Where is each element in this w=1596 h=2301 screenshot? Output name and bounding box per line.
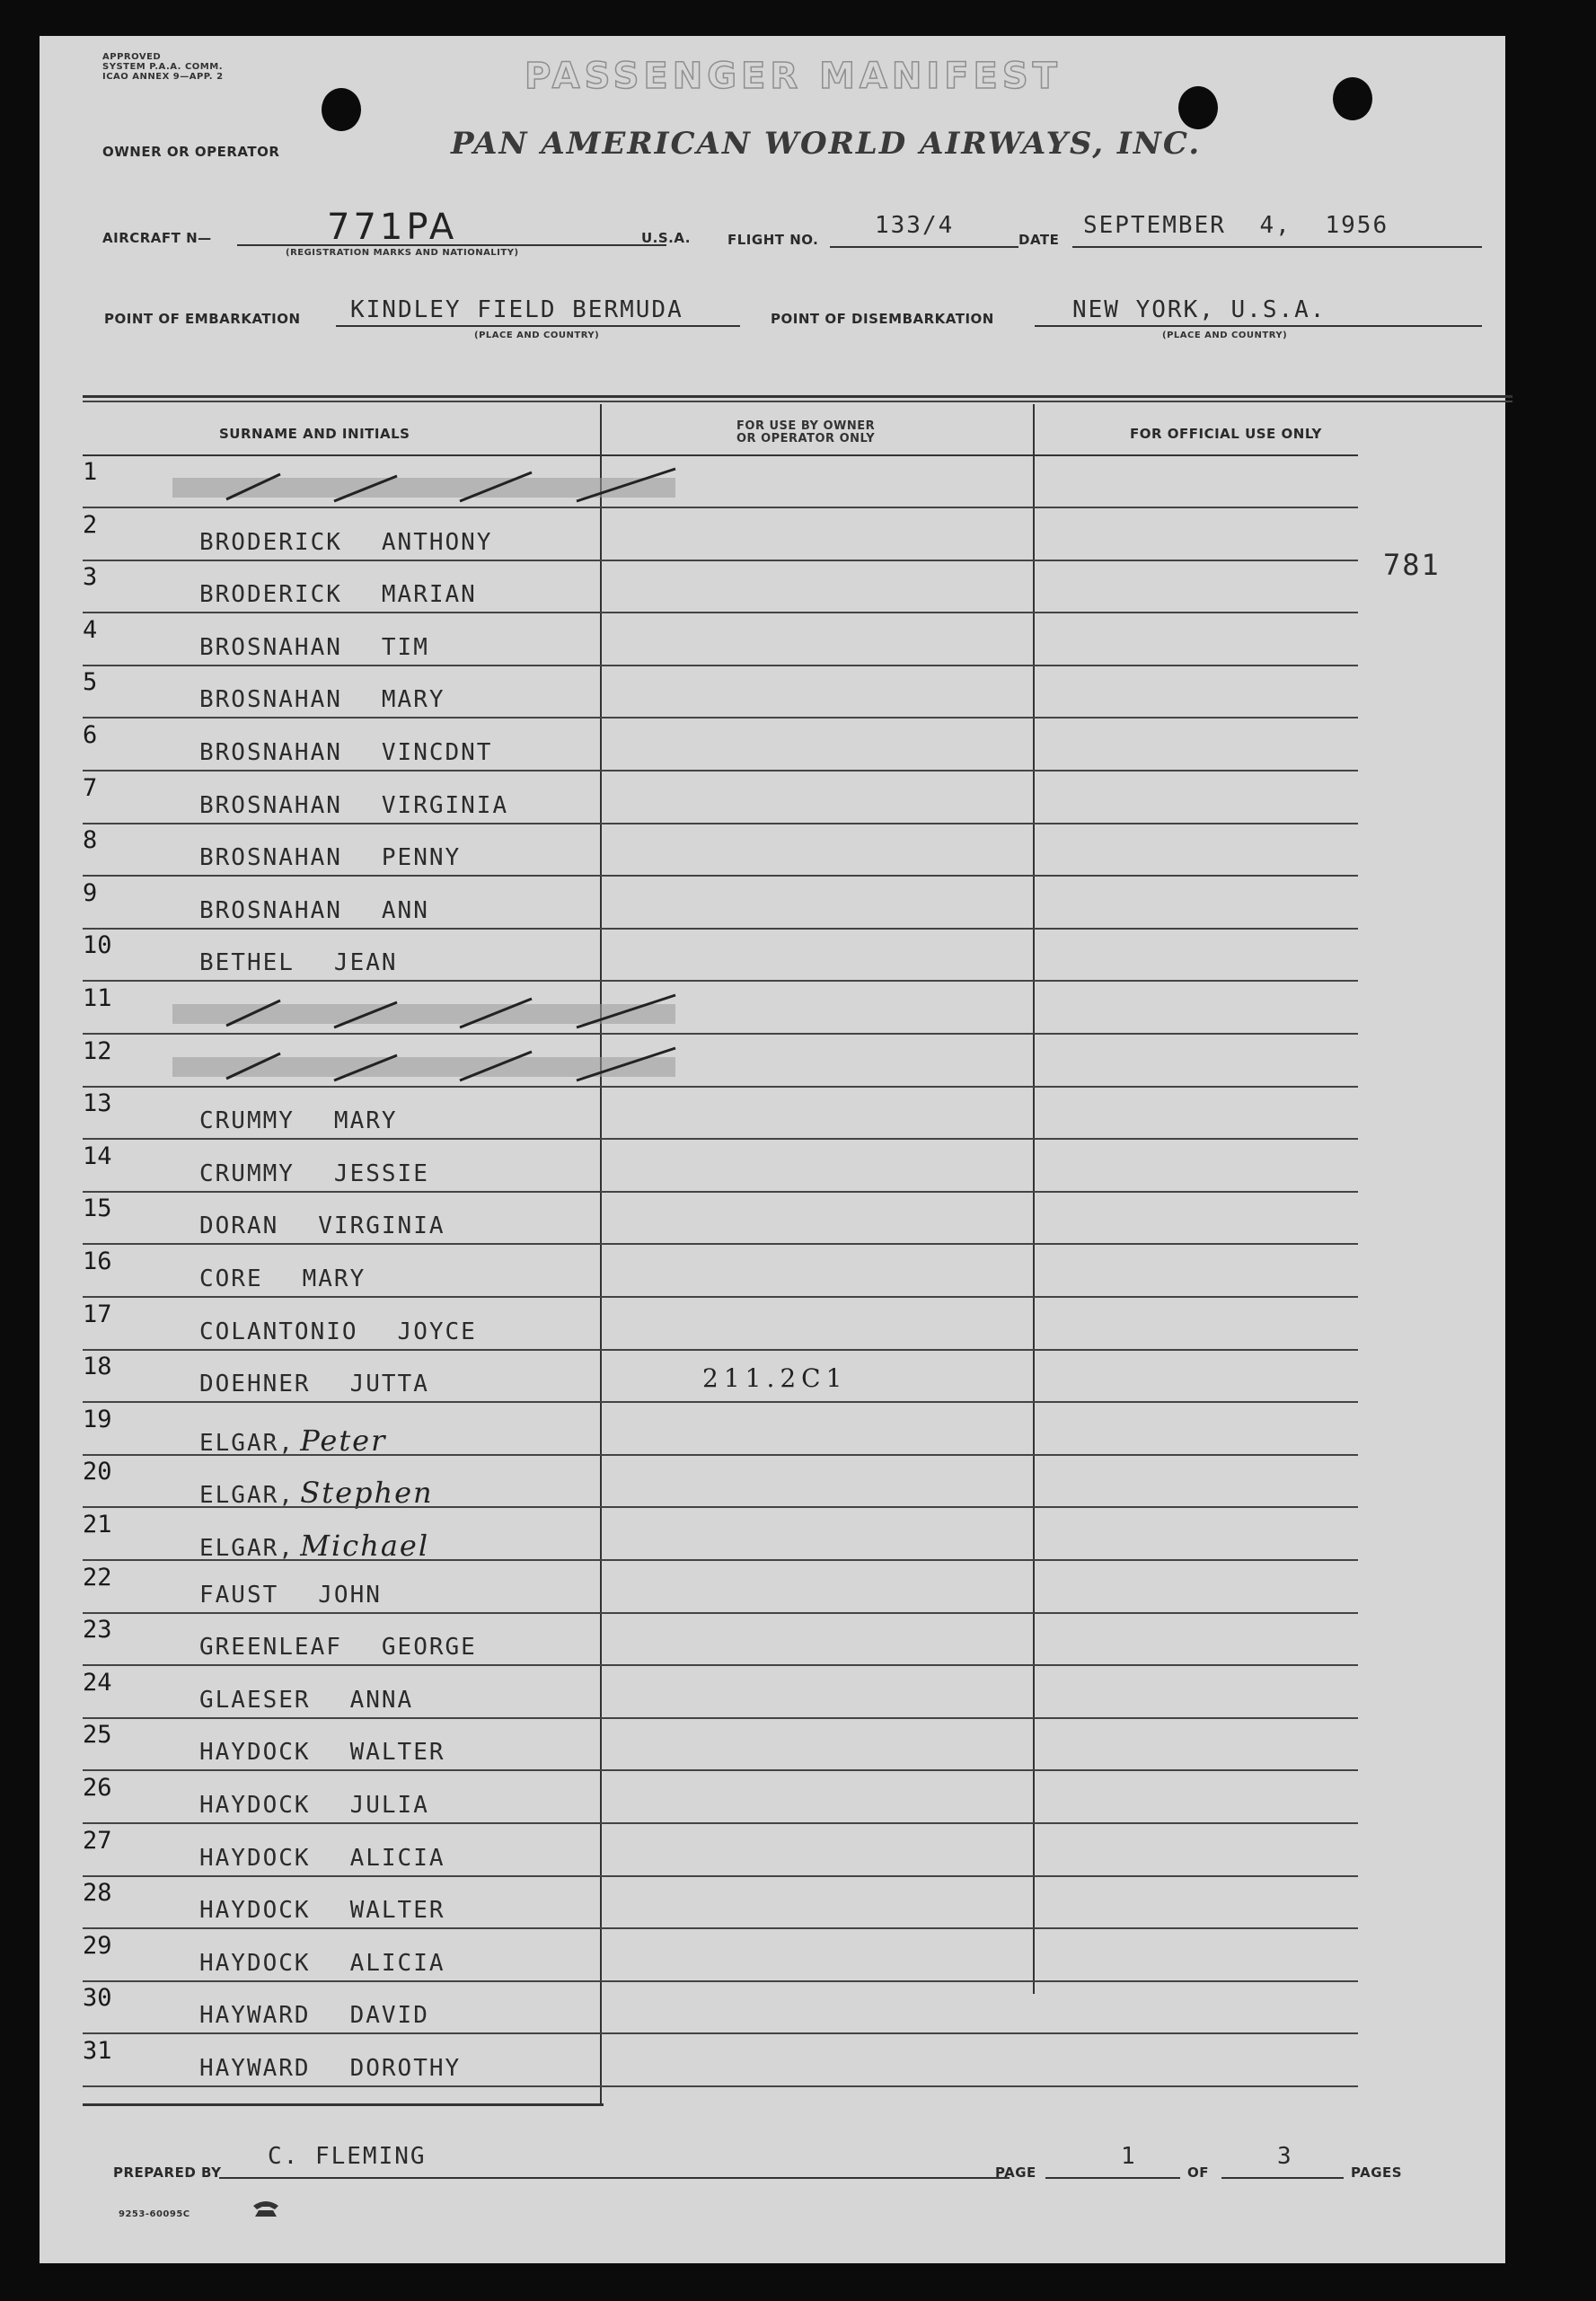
passenger-surname: DORAN (199, 1212, 279, 1240)
col-owner-header (736, 420, 875, 445)
redacted-entry (172, 467, 684, 503)
passenger-name: ELGAR, Peter (199, 1423, 387, 1458)
phone-icon (250, 2199, 282, 2218)
passenger-surname: CORE (199, 1265, 263, 1292)
row-number: 9 (83, 878, 98, 907)
passenger-given-name: DAVID (349, 2002, 429, 2030)
passenger-given-name: ANTHONY (381, 528, 493, 556)
row-number: 25 (83, 1721, 112, 1750)
passenger-given-name: MARY (302, 1265, 366, 1292)
passenger-name (199, 897, 429, 924)
owner-use-note: 211.2C1 (702, 1363, 848, 1394)
passenger-given-name: MARY (333, 1107, 398, 1135)
passenger-name: ELGAR, Stephen (199, 1476, 434, 1511)
passenger-surname: HAYDOCK (199, 1949, 311, 1977)
passenger-given-name: MARY (381, 686, 445, 714)
passenger-name (199, 1212, 445, 1239)
passenger-surname: GLAESER (199, 1686, 311, 1714)
table-row (83, 1562, 1358, 1614)
col-owner-header-line2: OR OPERATOR ONLY (736, 432, 876, 445)
table-row (83, 1299, 1358, 1351)
passenger-surname: HAYDOCK (199, 1792, 311, 1819)
row-number: 28 (83, 1879, 112, 1908)
passenger-given-name: GEORGE (381, 1634, 477, 1662)
passenger-given-name: JOYCE (397, 1318, 477, 1345)
table-row (83, 666, 1358, 719)
table-row (83, 1614, 1358, 1666)
owner-label: OWNER OR OPERATOR (102, 144, 280, 160)
passenger-surname: BRODERICK (199, 528, 342, 556)
passenger-given-name: JESSIE (333, 1159, 429, 1187)
row-number: 8 (83, 826, 98, 855)
row-number: 5 (83, 668, 98, 697)
passenger-surname: BETHEL (199, 949, 295, 977)
passenger-surname: GREENLEAF (199, 1634, 342, 1662)
passenger-given-name: Michael (300, 1529, 430, 1563)
prepared-value: C. FLEMING (268, 2143, 427, 2170)
passenger-given-name: JUTTA (349, 1371, 429, 1398)
side-number: 781 (1383, 548, 1441, 582)
row-number: 21 (83, 1511, 112, 1538)
passenger-given-name: JULIA (349, 1792, 429, 1819)
of-value: 3 (1277, 2143, 1293, 2170)
passenger-surname: CRUMMY (199, 1107, 295, 1135)
table-row (83, 1351, 1358, 1403)
passenger-surname: HAYDOCK (199, 1739, 311, 1767)
col-official-header: FOR OFFICIAL USE ONLY (1130, 426, 1322, 442)
passenger-name (199, 634, 429, 661)
table-row (83, 1404, 1358, 1456)
aircraft-label: AIRCRAFT N— (102, 230, 212, 246)
passenger-given-name: Peter (300, 1423, 387, 1458)
table-row (83, 1088, 1358, 1140)
passenger-surname: BRODERICK (199, 581, 342, 609)
row-number: 29 (83, 1931, 112, 1960)
passenger-given-name: ALICIA (349, 1949, 445, 1977)
passenger-given-name: ANNA (349, 1686, 414, 1714)
passenger-name (199, 1950, 445, 1977)
row-number: 23 (83, 1616, 112, 1644)
row-number: 13 (83, 1089, 112, 1118)
form-title: PASSENGER MANIFEST (525, 56, 1062, 97)
table-row (83, 877, 1358, 930)
passenger-name (199, 1897, 445, 1924)
passenger-given-name: TIM (381, 633, 429, 661)
registration-caption: (REGISTRATION MARKS AND NATIONALITY) (286, 248, 519, 258)
table-row (83, 456, 1358, 508)
row-number: 11 (83, 984, 112, 1012)
row-number: 14 (83, 1142, 112, 1170)
row-number: 15 (83, 1195, 112, 1223)
row-number: 2 (83, 510, 98, 539)
page-label: PAGE (995, 2164, 1036, 2181)
passenger-given-name: ALICIA (349, 1844, 445, 1872)
row-number: 22 (83, 1563, 112, 1591)
manifest-sheet (40, 36, 1505, 2263)
passenger-surname: CRUMMY (199, 1159, 295, 1187)
table-row (83, 1719, 1358, 1771)
table-row (83, 1036, 1358, 1088)
table-row (83, 772, 1358, 824)
table-row (83, 1193, 1358, 1245)
passenger-given-name: ANN (381, 896, 429, 924)
row-number: 18 (83, 1353, 112, 1381)
passenger-name (199, 1634, 477, 1661)
passenger-given-name: JOHN (318, 1581, 382, 1609)
passenger-name (199, 686, 445, 713)
punch-hole-middle (1178, 86, 1218, 129)
passenger-surname: BROSNAHAN (199, 739, 342, 766)
aircraft-value: 771PA (327, 207, 458, 248)
row-number: 27 (83, 1826, 112, 1855)
disembark-label: POINT OF DISEMBARKATION (771, 311, 994, 327)
passenger-given-name: MARIAN (381, 581, 477, 609)
passenger-surname: BROSNAHAN (199, 791, 342, 819)
redacted-entry (172, 1046, 684, 1082)
passenger-surname: BROSNAHAN (199, 633, 342, 661)
prepared-label: PREPARED BY (113, 2164, 222, 2181)
embark-value: KINDLEY FIELD BERMUDA (350, 296, 683, 323)
passenger-surname: HAYDOCK (199, 1897, 311, 1925)
passenger-name (199, 1582, 382, 1609)
passenger-surname: FAUST (199, 1581, 279, 1609)
table-row (83, 1825, 1358, 1877)
punch-hole-right (1333, 77, 1372, 120)
table-row (83, 1141, 1358, 1193)
passenger-name (199, 1687, 413, 1714)
flight-value: 133/4 (875, 212, 955, 239)
passenger-name: ELGAR, Michael (199, 1529, 430, 1563)
passenger-surname: ELGAR (199, 1482, 279, 1510)
redacted-entry (172, 993, 684, 1029)
disembark-value: NEW YORK, U.S.A. (1072, 296, 1327, 323)
passenger-given-name: VINCDNT (381, 739, 493, 766)
row-number: 4 (83, 615, 98, 644)
form-code: 9253-60095C (119, 2209, 190, 2219)
punch-hole-left (322, 88, 361, 131)
flight-label: FLIGHT NO. (727, 232, 819, 248)
passenger-name (199, 949, 398, 976)
passenger-surname: HAYWARD (199, 2002, 311, 2030)
table-row (83, 509, 1358, 561)
passenger-surname: ELGAR (199, 1429, 279, 1457)
table-row (83, 1456, 1358, 1511)
row-number: 10 (83, 931, 112, 960)
passenger-name (199, 1792, 429, 1819)
passenger-given-name: Stephen (300, 1476, 434, 1511)
table-row (83, 1667, 1358, 1719)
approval-line-3: ICAO ANNEX 9—APP. 2 (102, 72, 224, 82)
row-number: 16 (83, 1247, 112, 1275)
passenger-given-name: PENNY (381, 844, 462, 872)
row-number: 17 (83, 1300, 112, 1328)
date-value: SEPTEMBER 4, 1956 (1083, 212, 1389, 239)
table-row (83, 1509, 1358, 1561)
passenger-name (199, 792, 508, 819)
embark-caption: (PLACE AND COUNTRY) (474, 331, 600, 340)
passenger-given-name: WALTER (349, 1739, 445, 1767)
table-row (83, 983, 1358, 1035)
row-number: 26 (83, 1774, 112, 1802)
table-row (83, 561, 1358, 613)
row-number: 6 (83, 721, 98, 749)
row-number: 7 (83, 773, 98, 802)
passenger-surname: BROSNAHAN (199, 844, 342, 872)
passenger-surname: BROSNAHAN (199, 686, 342, 714)
row-number: 24 (83, 1668, 112, 1697)
table-row (83, 719, 1358, 771)
col-owner-header-line1: FOR USE BY OWNER (736, 419, 876, 433)
passenger-name (199, 1845, 445, 1872)
row-number: 1 (83, 458, 98, 486)
disembark-caption: (PLACE AND COUNTRY) (1162, 331, 1288, 340)
table-row (83, 930, 1358, 982)
passenger-name (199, 1107, 398, 1134)
table-row (83, 2035, 1358, 2087)
passenger-name (199, 529, 492, 556)
table-row (83, 1982, 1358, 2034)
passenger-surname: DOEHNER (199, 1371, 311, 1398)
passenger-name (199, 581, 477, 608)
passenger-name (199, 1265, 366, 1292)
row-number: 3 (83, 563, 98, 592)
row-number: 30 (83, 1984, 112, 2013)
date-label: DATE (1018, 232, 1060, 248)
pages-label: PAGES (1351, 2164, 1403, 2181)
passenger-surname: ELGAR (199, 1535, 279, 1562)
passenger-given-name: JEAN (333, 949, 398, 977)
passenger-name (199, 1371, 429, 1397)
row-number: 20 (83, 1458, 112, 1486)
passenger-name (199, 2002, 429, 2029)
of-label: OF (1187, 2164, 1209, 2181)
table-row (83, 1772, 1358, 1824)
row-number: 19 (83, 1405, 112, 1433)
table-row (83, 1930, 1358, 1982)
table-row (83, 1877, 1358, 1929)
table-row (83, 614, 1358, 666)
approval-line-1: APPROVED (102, 52, 162, 62)
passenger-given-name: VIRGINIA (318, 1212, 445, 1240)
passenger-surname: HAYDOCK (199, 1844, 311, 1872)
approval-stamp (102, 52, 224, 82)
passenger-name (199, 1739, 445, 1766)
usa-label: U.S.A. (641, 230, 691, 246)
row-number: 12 (83, 1036, 112, 1065)
embark-label: POINT OF EMBARKATION (104, 311, 301, 327)
passenger-surname: COLANTONIO (199, 1318, 358, 1345)
passenger-given-name: WALTER (349, 1897, 445, 1925)
owner-value: PAN AMERICAN WORLD AIRWAYS, INC. (451, 126, 1202, 162)
table-row (83, 824, 1358, 877)
passenger-surname: BROSNAHAN (199, 896, 342, 924)
approval-line-2: SYSTEM P.A.A. COMM. (102, 62, 223, 72)
passenger-name (199, 1318, 477, 1345)
passenger-name (199, 739, 492, 766)
passenger-name (199, 844, 461, 871)
passenger-given-name: VIRGINIA (381, 791, 509, 819)
col-surname-header: SURNAME AND INITIALS (219, 426, 410, 442)
page-value: 1 (1121, 2143, 1137, 2170)
row-number: 31 (83, 2037, 112, 2065)
passenger-name (199, 2055, 461, 2082)
passenger-given-name: DOROTHY (349, 2055, 462, 2082)
passenger-surname: HAYWARD (199, 2055, 311, 2082)
passenger-name (199, 1160, 429, 1187)
table-row (83, 1246, 1358, 1298)
